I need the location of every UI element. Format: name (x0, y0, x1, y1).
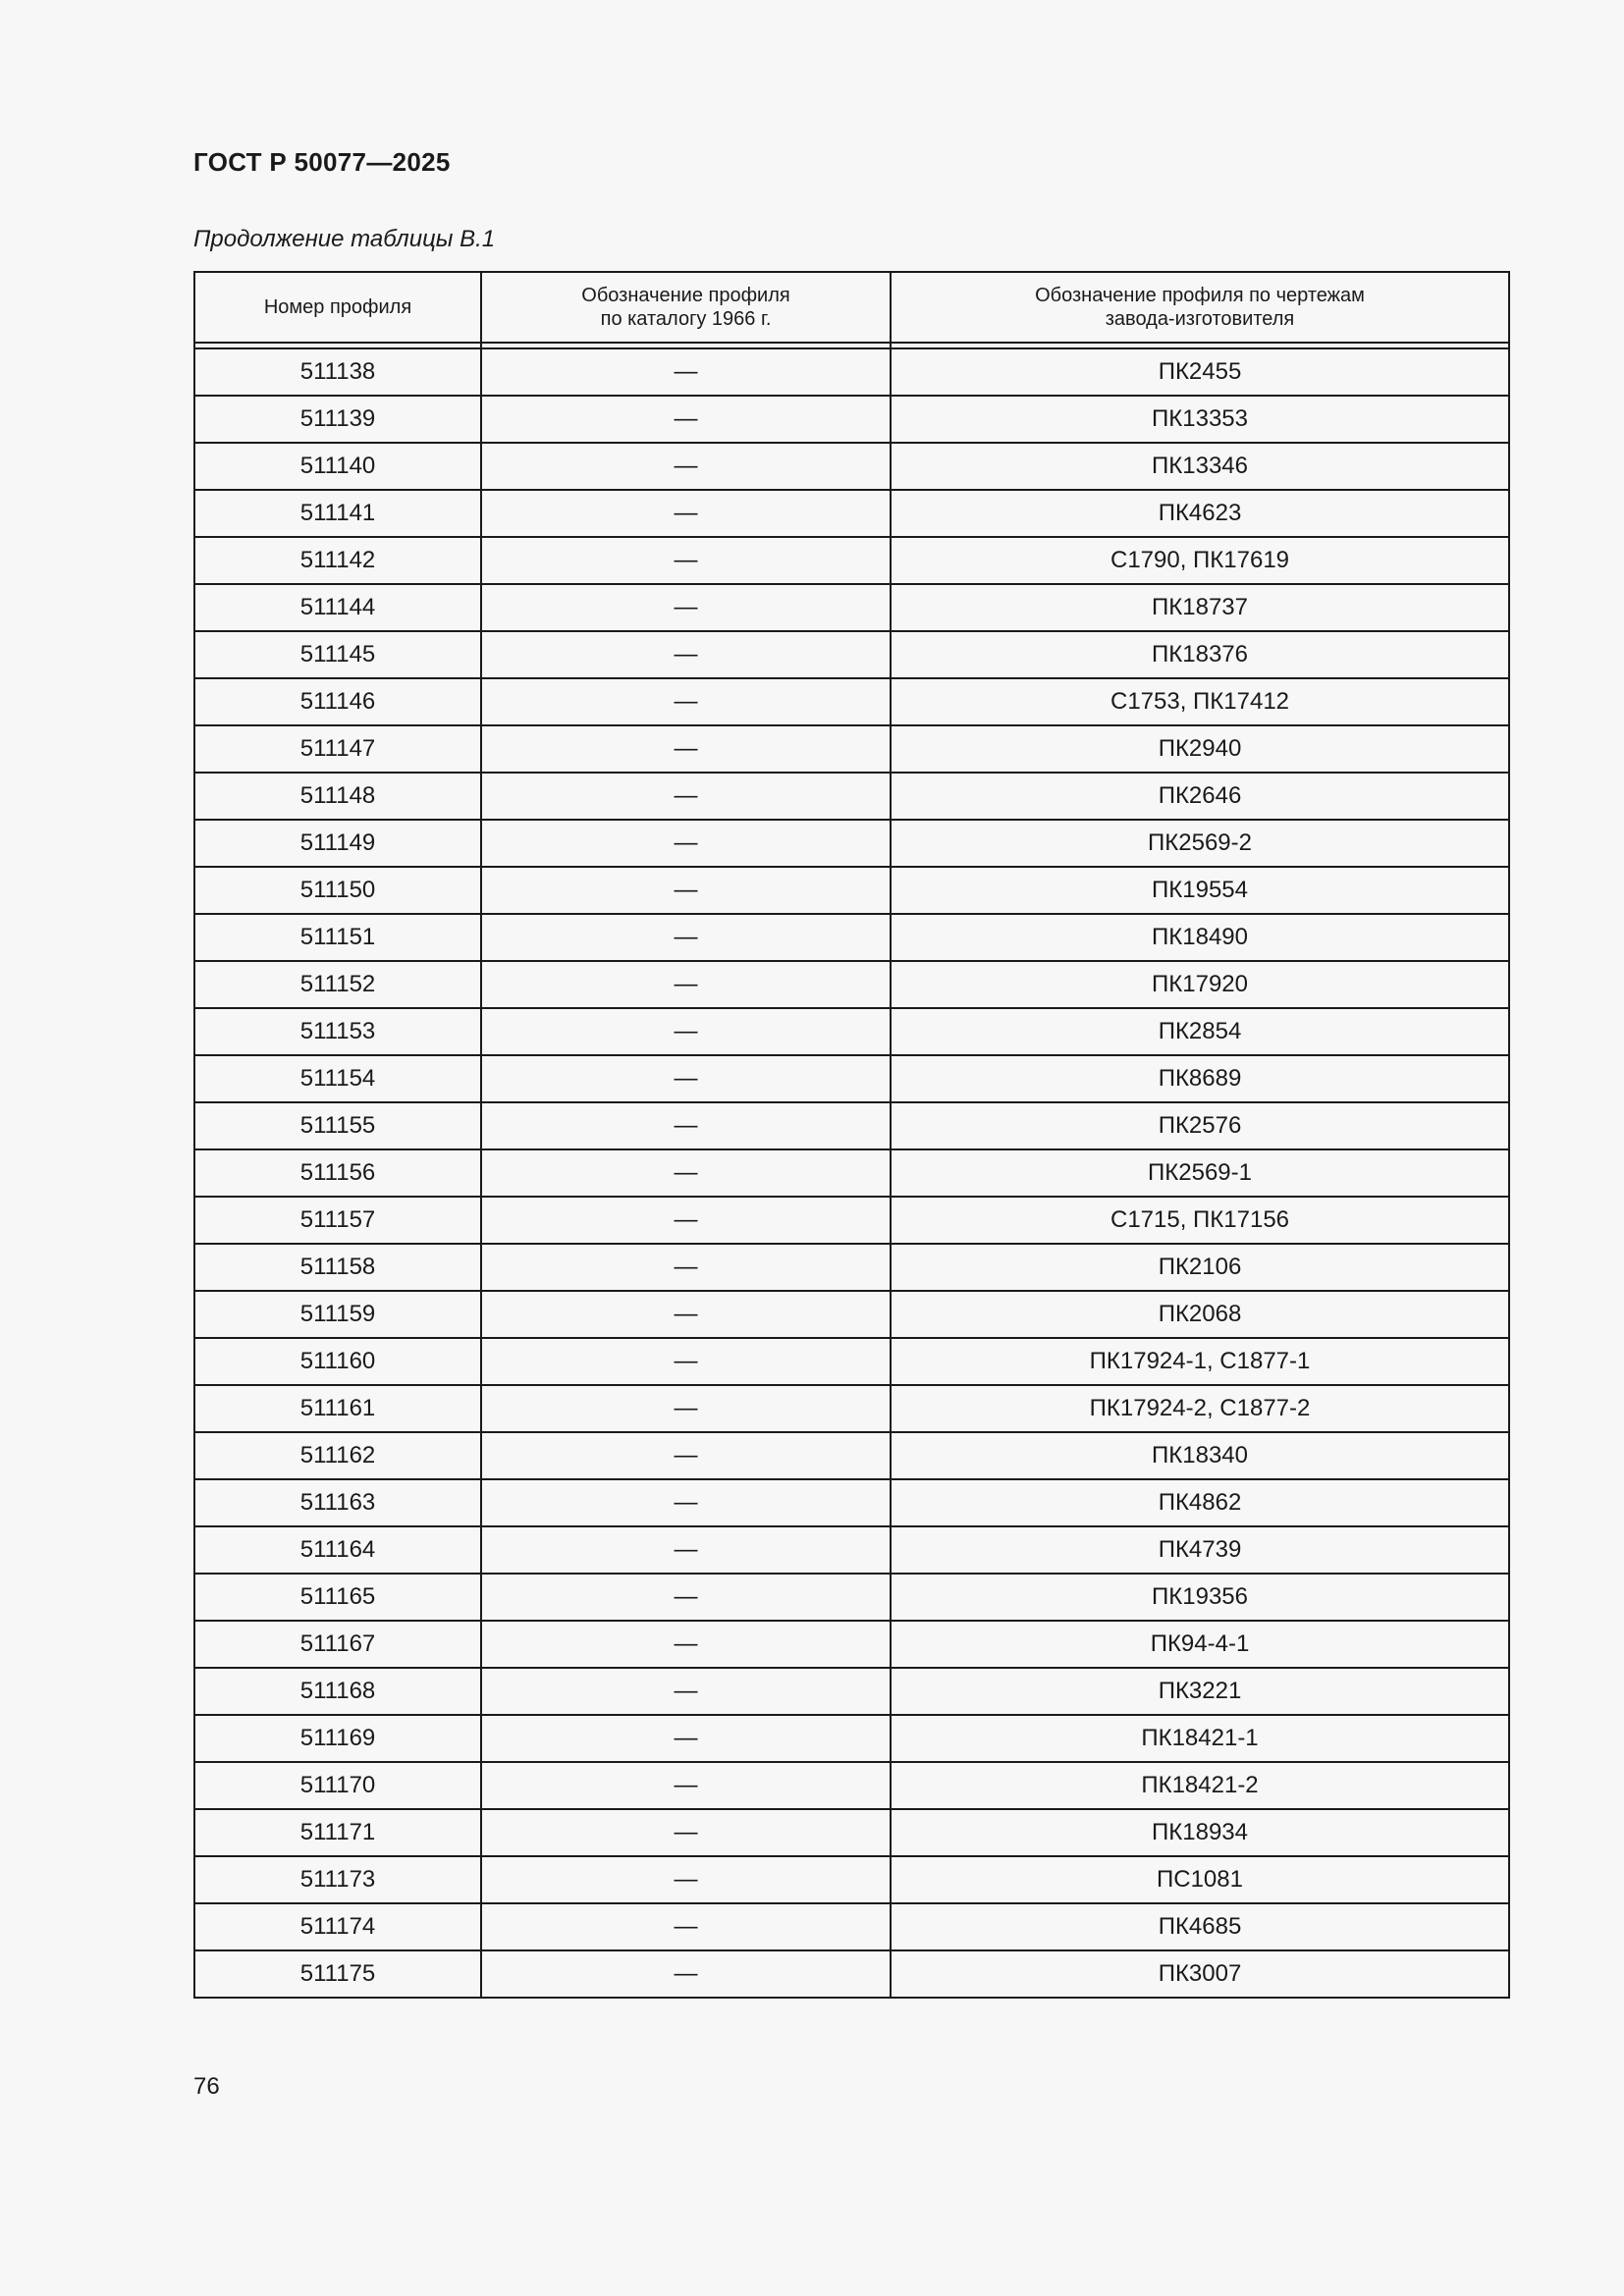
table-body (194, 348, 1509, 1998)
column-header-catalog-1966 (481, 272, 891, 343)
cell-factory-designation: ПК17924-2, С1877-2 (891, 1385, 1509, 1432)
cell-factory-designation: ПК18421-2 (891, 1762, 1509, 1809)
cell-catalog-1966: — (481, 1574, 891, 1621)
cell-factory-designation: ПК4685 (891, 1903, 1509, 1950)
cell-catalog-1966: — (481, 1479, 891, 1526)
cell-profile-number: 511169 (194, 1715, 481, 1762)
cell-catalog-1966: — (481, 1762, 891, 1809)
cell-factory-designation: ПК18376 (891, 631, 1509, 678)
cell-profile-number: 511141 (194, 490, 481, 537)
cell-catalog-1966: — (481, 1621, 891, 1668)
cell-factory-designation: ПК2576 (891, 1102, 1509, 1149)
cell-profile-number: 511152 (194, 961, 481, 1008)
cell-factory-designation: ПК4862 (891, 1479, 1509, 1526)
cell-catalog-1966: — (481, 348, 891, 396)
table-row (194, 961, 1509, 1008)
cell-profile-number: 511138 (194, 348, 481, 396)
cell-catalog-1966: — (481, 490, 891, 537)
cell-catalog-1966: — (481, 725, 891, 773)
cell-profile-number: 511145 (194, 631, 481, 678)
cell-factory-designation: ПК3221 (891, 1668, 1509, 1715)
cell-profile-number: 511144 (194, 584, 481, 631)
cell-profile-number: 511161 (194, 1385, 481, 1432)
cell-profile-number: 511148 (194, 773, 481, 820)
cell-catalog-1966: — (481, 1055, 891, 1102)
document-title: ГОСТ Р 50077—2025 (193, 147, 451, 177)
column-header-line: по каталогу 1966 г. (600, 308, 772, 330)
cell-factory-designation: ПК18934 (891, 1809, 1509, 1856)
cell-profile-number: 511147 (194, 725, 481, 773)
cell-catalog-1966: — (481, 1809, 891, 1856)
column-header-profile-number (194, 272, 481, 343)
cell-factory-designation: ПК2068 (891, 1291, 1509, 1338)
cell-factory-designation: ПК17924-1, С1877-1 (891, 1338, 1509, 1385)
cell-profile-number: 511157 (194, 1197, 481, 1244)
cell-profile-number: 511146 (194, 678, 481, 725)
cell-factory-designation: ПК2455 (891, 348, 1509, 396)
table-row (194, 1244, 1509, 1291)
column-header-line: Номер профиля (263, 296, 412, 318)
table-row (194, 1950, 1509, 1998)
cell-catalog-1966: — (481, 1432, 891, 1479)
cell-factory-designation: ПК19554 (891, 867, 1509, 914)
cell-profile-number: 511171 (194, 1809, 481, 1856)
cell-factory-designation: ПК13346 (891, 443, 1509, 490)
table-row (194, 1149, 1509, 1197)
table-row (194, 537, 1509, 584)
table-row (194, 490, 1509, 537)
table-row (194, 396, 1509, 443)
cell-profile-number: 511140 (194, 443, 481, 490)
table-row (194, 1055, 1509, 1102)
table-row (194, 820, 1509, 867)
table-row (194, 725, 1509, 773)
column-header-factory-drawings (891, 272, 1509, 343)
table-row (194, 1856, 1509, 1903)
table-row (194, 1715, 1509, 1762)
profiles-table (193, 271, 1510, 1999)
cell-profile-number: 511167 (194, 1621, 481, 1668)
table-row (194, 1479, 1509, 1526)
cell-profile-number: 511153 (194, 1008, 481, 1055)
table-row (194, 1526, 1509, 1574)
cell-factory-designation: С1753, ПК17412 (891, 678, 1509, 725)
cell-catalog-1966: — (481, 914, 891, 961)
table-header (194, 272, 1509, 348)
cell-factory-designation: ПК2854 (891, 1008, 1509, 1055)
cell-catalog-1966: — (481, 1668, 891, 1715)
cell-profile-number: 511162 (194, 1432, 481, 1479)
cell-factory-designation: ПК4739 (891, 1526, 1509, 1574)
table-row (194, 1197, 1509, 1244)
table-row (194, 867, 1509, 914)
cell-profile-number: 511160 (194, 1338, 481, 1385)
cell-catalog-1966: — (481, 1856, 891, 1903)
cell-catalog-1966: — (481, 867, 891, 914)
cell-catalog-1966: — (481, 1244, 891, 1291)
table-row (194, 914, 1509, 961)
cell-profile-number: 511170 (194, 1762, 481, 1809)
cell-factory-designation: С1790, ПК17619 (891, 537, 1509, 584)
cell-catalog-1966: — (481, 1715, 891, 1762)
column-header-line: завода-изготовителя (1105, 308, 1295, 330)
cell-profile-number: 511168 (194, 1668, 481, 1715)
cell-catalog-1966: — (481, 1102, 891, 1149)
cell-catalog-1966: — (481, 820, 891, 867)
cell-factory-designation: ПК18421-1 (891, 1715, 1509, 1762)
cell-catalog-1966: — (481, 1526, 891, 1574)
cell-factory-designation: С1715, ПК17156 (891, 1197, 1509, 1244)
cell-profile-number: 511142 (194, 537, 481, 584)
table-row (194, 1903, 1509, 1950)
cell-profile-number: 511175 (194, 1950, 481, 1998)
cell-catalog-1966: — (481, 537, 891, 584)
page-number: 76 (193, 2073, 220, 2100)
cell-profile-number: 511174 (194, 1903, 481, 1950)
cell-factory-designation: ПК4623 (891, 490, 1509, 537)
table-row (194, 348, 1509, 396)
cell-profile-number: 511149 (194, 820, 481, 867)
cell-factory-designation: ПК2646 (891, 773, 1509, 820)
table-row (194, 1008, 1509, 1055)
cell-catalog-1966: — (481, 1149, 891, 1197)
cell-factory-designation: ПК2940 (891, 725, 1509, 773)
cell-factory-designation: ПК2106 (891, 1244, 1509, 1291)
table-row (194, 1432, 1509, 1479)
cell-factory-designation: ПК18490 (891, 914, 1509, 961)
cell-catalog-1966: — (481, 1950, 891, 1998)
cell-profile-number: 511173 (194, 1856, 481, 1903)
cell-catalog-1966: — (481, 1903, 891, 1950)
cell-catalog-1966: — (481, 773, 891, 820)
cell-profile-number: 511164 (194, 1526, 481, 1574)
cell-factory-designation: ПК2569-1 (891, 1149, 1509, 1197)
cell-profile-number: 511158 (194, 1244, 481, 1291)
cell-factory-designation: ПК2569-2 (891, 820, 1509, 867)
cell-profile-number: 511159 (194, 1291, 481, 1338)
cell-profile-number: 511163 (194, 1479, 481, 1526)
cell-catalog-1966: — (481, 631, 891, 678)
cell-profile-number: 511150 (194, 867, 481, 914)
cell-factory-designation: ПК18737 (891, 584, 1509, 631)
cell-factory-designation: ПК17920 (891, 961, 1509, 1008)
cell-catalog-1966: — (481, 678, 891, 725)
cell-profile-number: 511154 (194, 1055, 481, 1102)
cell-factory-designation: ПК18340 (891, 1432, 1509, 1479)
cell-catalog-1966: — (481, 1291, 891, 1338)
table-row (194, 443, 1509, 490)
cell-factory-designation: ПК94-4-1 (891, 1621, 1509, 1668)
table-row (194, 1668, 1509, 1715)
table-caption: Продолжение таблицы В.1 (193, 226, 496, 252)
cell-factory-designation: ПК13353 (891, 396, 1509, 443)
table-row (194, 773, 1509, 820)
column-header-line: Обозначение профиля по чертежам (1035, 285, 1365, 306)
cell-profile-number: 511151 (194, 914, 481, 961)
cell-catalog-1966: — (481, 961, 891, 1008)
cell-profile-number: 511165 (194, 1574, 481, 1621)
cell-catalog-1966: — (481, 1197, 891, 1244)
table-row (194, 1809, 1509, 1856)
cell-factory-designation: ПК8689 (891, 1055, 1509, 1102)
cell-catalog-1966: — (481, 1008, 891, 1055)
cell-catalog-1966: — (481, 584, 891, 631)
table-row (194, 1291, 1509, 1338)
cell-factory-designation: ПК19356 (891, 1574, 1509, 1621)
table-row (194, 1621, 1509, 1668)
cell-factory-designation: ПС1081 (891, 1856, 1509, 1903)
table-row (194, 1762, 1509, 1809)
column-header-line: Обозначение профиля (581, 285, 790, 306)
table-row (194, 584, 1509, 631)
cell-factory-designation: ПК3007 (891, 1950, 1509, 1998)
cell-profile-number: 511139 (194, 396, 481, 443)
cell-catalog-1966: — (481, 1338, 891, 1385)
table-row (194, 1338, 1509, 1385)
table-row (194, 631, 1509, 678)
cell-profile-number: 511156 (194, 1149, 481, 1197)
table-row (194, 1102, 1509, 1149)
table-row (194, 678, 1509, 725)
cell-profile-number: 511155 (194, 1102, 481, 1149)
cell-catalog-1966: — (481, 443, 891, 490)
cell-catalog-1966: — (481, 396, 891, 443)
table-row (194, 1385, 1509, 1432)
table-row (194, 1574, 1509, 1621)
cell-catalog-1966: — (481, 1385, 891, 1432)
